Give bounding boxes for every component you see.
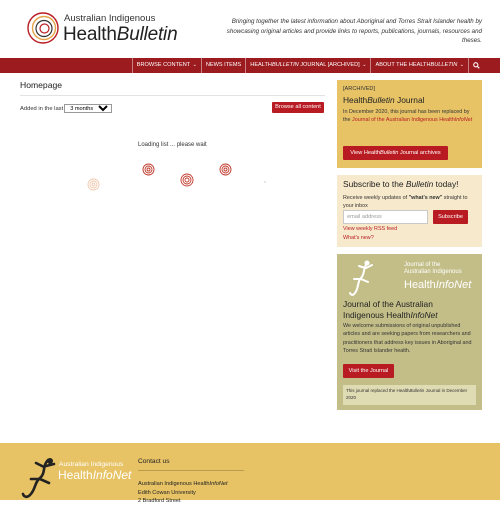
view-journal-archives-button[interactable]: View HealthBulletin Journal archives [343,146,448,160]
footer-logo-subtitle: Australian Indigenous [59,461,124,468]
logo-subtitle: Australian Indigenous [64,13,156,24]
panel-heading: HealthBulletin Journal [343,95,425,105]
logo-title: HealthBulletin [63,24,178,45]
chevron-down-icon: ⌄ [192,62,197,68]
search-icon [473,62,480,69]
panel-heading: Subscribe to the Bulletin today! [343,179,459,189]
loading-spinner-icon [219,163,232,176]
loading-message: Loading list ... please wait [138,142,207,148]
archived-tag: [ARCHIVED] [343,86,376,92]
loading-dot [264,181,266,183]
nav-about[interactable]: ABOUT THE HEALTHBULLETIN ⌄ [370,58,468,73]
subscribe-links [343,225,397,242]
infonet-logo-title: HealthInfoNet [404,279,472,291]
panel-text: Receive weekly updates of "what's new" straight to your inbox [343,195,468,210]
browse-all-content-button[interactable]: Browse all content [272,102,324,113]
email-field[interactable] [343,210,428,224]
date-filter [20,104,112,113]
search-button[interactable] [468,58,484,73]
visit-journal-button[interactable]: Visit the Journal [343,364,394,378]
site-header [0,0,500,58]
page-title: Homepage [20,80,63,90]
date-filter-label: Added in the last [20,105,64,112]
panel-text: In December 2020, this journal has been replaced by the Journal of the Australian Indigenous HealthInfoNet [343,109,473,124]
panel-heading: Journal of the Australian Indigenous HealthInfoNet [343,299,438,320]
subscribe-button[interactable]: Subscribe [433,210,468,224]
chevron-down-icon: ⌄ [459,62,464,68]
infonet-panel-content [337,254,482,410]
loading-spinner-icon [87,178,100,191]
concentric-rings-icon [26,11,60,45]
whats-new-link[interactable]: What's new? [343,234,374,241]
infonet-logo-subtitle: Journal of the Australian Indigenous [404,262,462,275]
rss-feed-link[interactable]: View weekly RSS feed [343,226,398,232]
divider [20,95,325,96]
site-tagline: Bringing together the latest information about Aboriginal and Torres Strait Islander health by showcasing original articles and provide links to reports, publications, journals, resources and theses. [226,18,482,44]
replacement-note: This journal replaced the HealthBulletin Journal in December 2020 [343,385,476,405]
contact-heading: Contact us [138,458,170,465]
period-select[interactable] [64,104,112,113]
loading-spinner-icon [180,173,194,187]
health-bulletin-logo[interactable] [26,11,176,47]
bulletin-journal-panel [337,80,482,168]
divider [138,470,244,471]
nav-news-items[interactable]: NEWS ITEMS [201,58,245,73]
main-navigation [0,58,500,73]
footer-logo-title: HealthInfoNet [58,468,132,482]
infonet-journal-link[interactable]: Journal of the Australian Indigenous HealthInfoNet [352,117,473,124]
nav-bulletin-journal[interactable]: HEALTHBULLETIN JOURNAL [ARCHIVED] ⌄ [245,58,370,73]
panel-text: We welcome submissions of original unpublished articles and are seeking papers from researchers and practitioners that address key issues in Aboriginal and Torres Strait Islander health. [343,323,472,354]
nav-browse-content[interactable]: BROWSE CONTENT ⌄ [132,58,201,73]
loading-spinner-icon [142,163,155,176]
chevron-down-icon: ⌄ [362,62,367,68]
contact-address: Australian Indigenous HealthInfoNet Edith Cowan University 2 Bradford Street [138,481,228,505]
